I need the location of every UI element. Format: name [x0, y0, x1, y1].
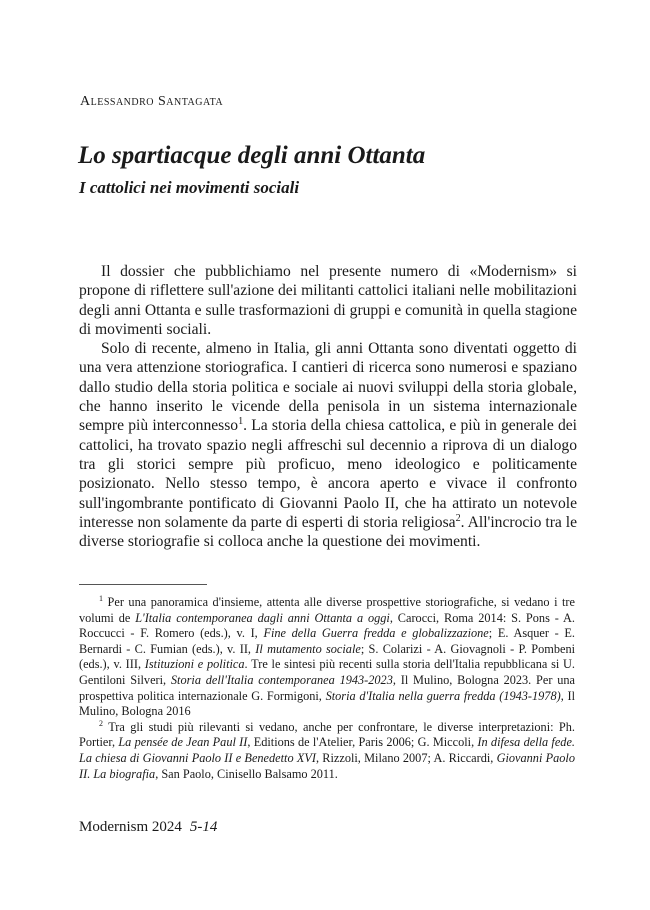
footnote-text: . Tre le sintesi più recenti sulla storia dell'Italia repubblicana si U. Gentiloni Silveri, — [79, 657, 575, 687]
footnote-text: , Rizzoli, Milano 2007; A. Riccardi, — [315, 750, 497, 765]
body-text: Solo di recente, almeno in Italia, gli anni Ottanta sono diventati oggetto di una vera attenzione storiografica. I cantieri di ricerca sono numerosi e spaziano dallo studio della storia politica e sociale ai nuovi sviluppi della storia globale, che hanno inserito le vicende della penisola in un sistema internazionale sempre più interconnesso — [79, 340, 577, 435]
footnote-text: , San Paolo, Cinisello Balsamo 2011. — [155, 766, 338, 781]
body-text: . All'incrocio tra le diverse storiografie si colloca anche la questione dei movimenti. — [79, 513, 577, 551]
footnote-ref-2[interactable]: 2 — [455, 512, 461, 524]
footnote-text: ; E. Asquer - E. Bernardi - C. Fumian (eds.), v. II, — [79, 626, 576, 656]
article-body — [79, 262, 577, 551]
cited-title: Fine della Guerra fredda e globalizzazione — [263, 626, 489, 641]
footnote-text: , Il Mulino, Bologna 2023. Per una prospettiva politica internazionale G. Formigoni, — [79, 672, 575, 703]
cited-title: Il mutamento sociale — [255, 641, 361, 656]
footnote-text: , Il Mulino, Bologna 2016 — [79, 688, 575, 719]
page-footer — [79, 819, 217, 836]
article-title: Lo spartiacque degli anni Ottanta — [78, 142, 426, 169]
footnote-text: Tra gli studi più rilevanti si vedano, anche per confrontare, le diverse interpretazioni: Ph. Portier, — [79, 719, 575, 750]
cited-title: La pensée de Jean Paul II — [118, 735, 248, 750]
footnote-text: , Carocci, Roma 2014: S. Pons - A. Roccucci - F. Romero (eds.), v. I, — [79, 610, 575, 641]
cited-title: In difesa della fede. La chiesa di Giovanni Paolo II e Benedetto XVI — [79, 735, 575, 765]
page-range: 5-14 — [189, 819, 218, 835]
footnote-text: , Editions de l'Atelier, Paris 2006; G. Miccoli, — [247, 735, 478, 750]
footnotes — [79, 595, 575, 782]
footnote-1 — [79, 595, 575, 720]
footnote-2 — [79, 720, 575, 782]
author-name: Alessandro Santagata — [80, 94, 224, 109]
footnote-text: ; S. Colarizi - A. Giovagnoli - P. Pombeni (eds.), v. III, — [79, 641, 576, 672]
footnote-number: 2 — [99, 718, 103, 728]
body-paragraph-1: Il dossier che pubblichiamo nel presente numero di «Modernism» si propone di riflettere sull'azione dei militanti cattolici italiani nelle mobilitazioni degli anni Ottanta e sulle trasformazioni di gruppi e comunità in quella stagione di movimenti sociali. — [79, 263, 577, 338]
cited-title: Storia d'Italia nella guerra fredda (1943-1978) — [325, 688, 561, 703]
footnote-ref-1[interactable]: 1 — [238, 416, 244, 428]
body-text: . La storia della chiesa cattolica, e più in generale dei cattolici, ha trovato spazio negli affreschi sul decennio a riprova di un dialogo tra gli storici sempre più proficuo, meno ideologico e politicamente posizionato. Nello stesso tempo, è ancora aperto e vivace il confronto sull'ingombrante pontificato di Giovanni Paolo II, che ha attirato un notevole interesse non solamente da parte di esperti di storia religiosa — [79, 417, 577, 531]
article-subtitle: I cattolici nei movimenti sociali — [79, 178, 300, 197]
cited-title: Istituzioni e politica — [144, 657, 245, 672]
body-paragraph-2 — [79, 339, 577, 551]
cited-title: L'Italia contemporanea dagli anni Ottanta a oggi — [135, 610, 390, 625]
journal-name: Modernism 2024 — [79, 819, 182, 835]
footnote-number: 1 — [99, 593, 103, 603]
cited-title: Storia dell'Italia contemporanea 1943-2023 — [170, 672, 393, 687]
cited-title: Giovanni Paolo II. La biografia — [79, 750, 575, 781]
footnote-divider — [79, 584, 207, 585]
footnote-text: Per una panoramica d'insieme, attenta alle diverse prospettive storiografiche, si vedano i tre volumi de — [79, 595, 575, 625]
